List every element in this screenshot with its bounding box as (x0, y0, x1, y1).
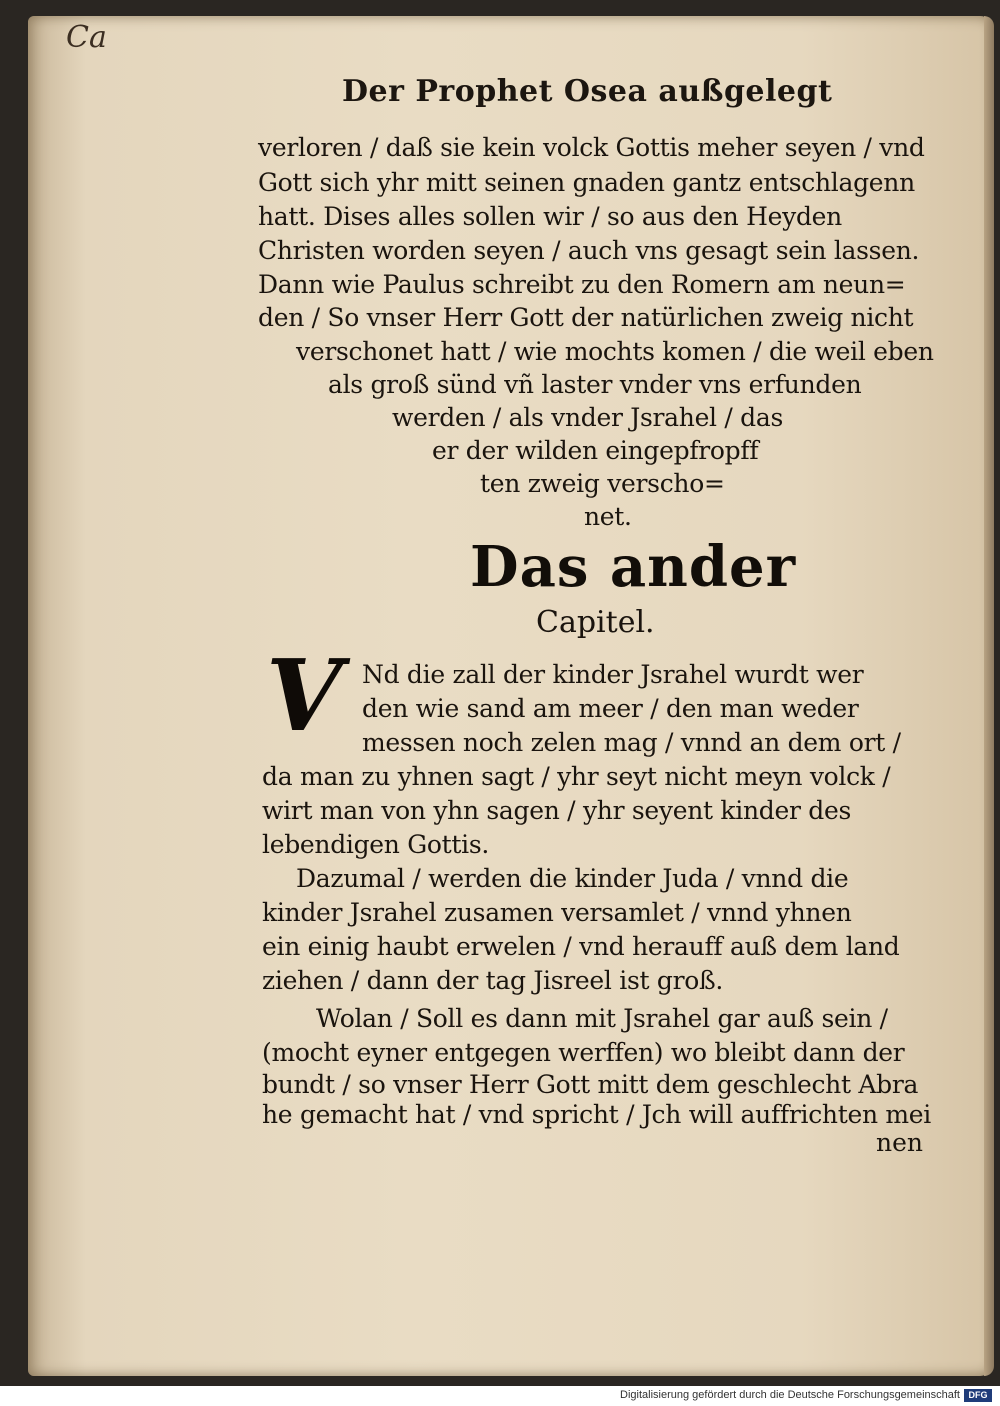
text-line: lebendigen Gottis. (262, 830, 490, 859)
text-line: als groß sünd vñ laster vnder vns erfunden (328, 370, 862, 399)
dfg-logo: DFG (964, 1389, 992, 1402)
text-line: da man zu yhnen sagt / yhr seyt nicht meyn volck / (262, 762, 891, 791)
text-line: den / So vnser Herr Gott der natürlichen zweig nicht (258, 303, 914, 332)
catchword: nen (876, 1128, 923, 1157)
text-line: net. (584, 502, 632, 531)
text-line: Nd die zall der kinder Jsrahel wurdt wer (362, 660, 864, 689)
text-line: wirt man von yhn sagen / yhr seyent kinder des (262, 796, 851, 825)
text-line: bundt / so vnser Herr Gott mitt dem geschlecht Abra (262, 1070, 919, 1099)
text-line: verloren / daß sie kein volck Gottis meher seyen / vnd (258, 133, 925, 162)
text-line: Gott sich yhr mitt seinen gnaden gantz entschlagenn (258, 168, 915, 197)
text-line: hatt. Dises alles sollen wir / so aus den Heyden (258, 202, 842, 231)
text-line: er der wilden eingepfropff (432, 436, 759, 465)
text-line: verschonet hatt / wie mochts komen / die weil eben (296, 337, 934, 366)
decorated-initial: V (265, 639, 343, 754)
folio-mark: Ca (66, 20, 107, 55)
text-line: (mocht eyner entgegen werffen) wo bleibt dann der (262, 1038, 905, 1067)
running-head: Der Prophet Osea außgelegt (342, 74, 833, 109)
text-line: Wolan / Soll es dann mit Jsrahel gar auß sein / (316, 1004, 888, 1033)
chapter-heading: Das ander (470, 534, 797, 600)
text-line: ten zweig verscho= (480, 469, 725, 498)
chapter-subheading: Capitel. (536, 605, 655, 640)
text-line: werden / als vnder Jsrahel / das (392, 403, 784, 432)
text-line: ein einig haubt erwelen / vnd herauff auß dem land (262, 932, 900, 961)
text-line: kinder Jsrahel zusamen versamlet / vnnd yhnen (262, 898, 852, 927)
text-line: Christen worden seyen / auch vns gesagt sein lassen. (258, 236, 920, 265)
text-line: messen noch zelen mag / vnnd an dem ort / (362, 728, 901, 757)
text-line: ziehen / dann der tag Jisreel ist groß. (262, 966, 724, 995)
text-line: den wie sand am meer / den man weder (362, 694, 859, 723)
text-line: he gemacht hat / vnd spricht / Jch will auffrichten mei (262, 1100, 931, 1129)
text-line: Dazumal / werden die kinder Juda / vnnd die (296, 864, 849, 893)
page-edge (984, 16, 994, 1376)
funding-note: Digitalisierung gefördert durch die Deutsche Forschungsgemeinschaft (620, 1389, 960, 1401)
text-line: Dann wie Paulus schreibt zu den Romern am neun= (258, 270, 906, 299)
